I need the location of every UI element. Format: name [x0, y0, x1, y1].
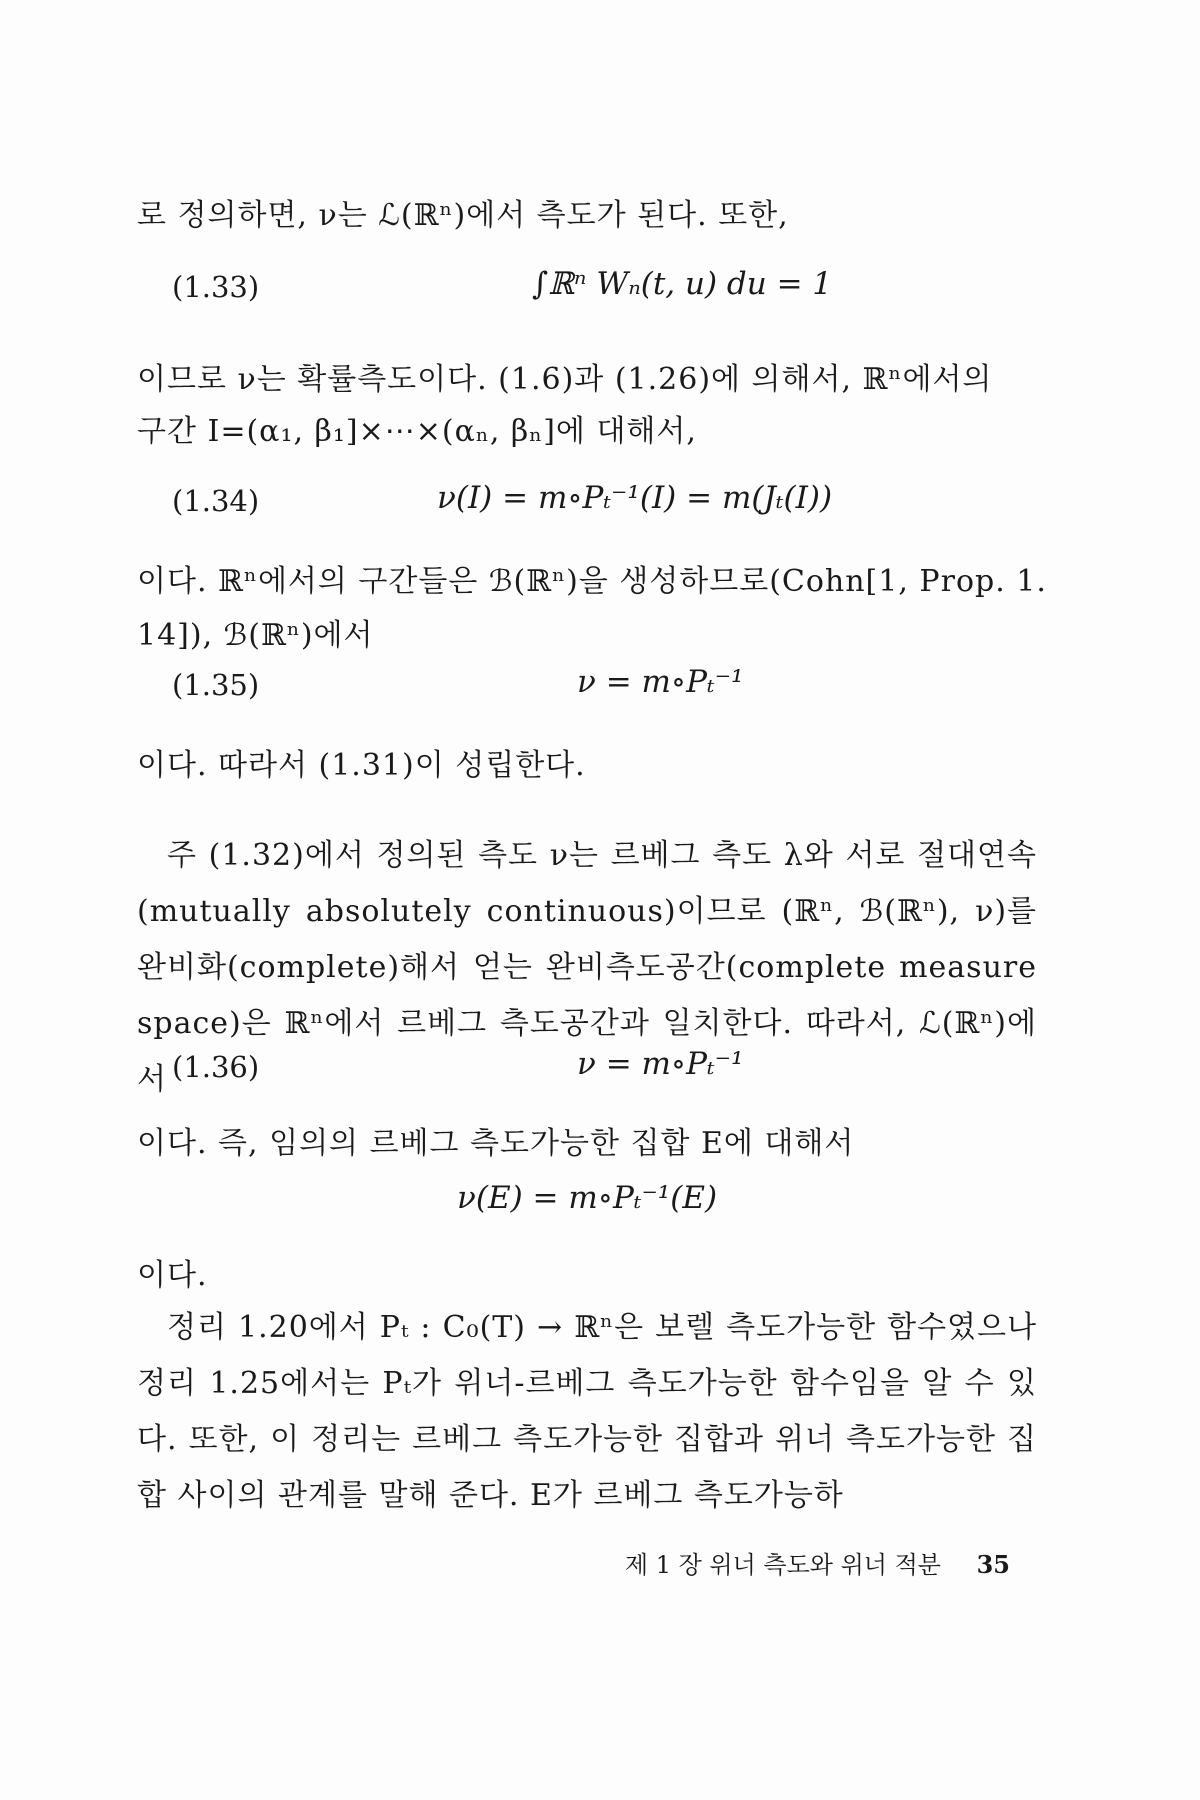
paragraph-interval: 구간 I=(α₁, β₁]×⋯×(αₙ, βₙ]에 대해서, [137, 414, 697, 449]
page-number: 35 [976, 1550, 1010, 1579]
paragraph-lebesgue-set: 이다. 즉, 임의의 르베그 측도가능한 집합 E에 대해서 [137, 1126, 855, 1161]
paragraph-generate: 이다. ℝⁿ에서의 구간들은 ℬ(ℝⁿ)을 생성하므로(Cohn[1, Prop. 1. [137, 564, 1047, 599]
equation-body: ν = m∘Pₜ⁻¹ [577, 664, 744, 700]
page-footer [0, 1545, 1010, 1580]
paragraph-ida: 이다. [137, 1258, 208, 1293]
equation-body: ν(E) = m∘Pₜ⁻¹(E) [457, 1180, 718, 1216]
equation-label: (1.34) [172, 484, 260, 518]
paragraph-borel: 14]), ℬ(ℝⁿ)에서 [137, 618, 374, 653]
paragraph-intro: 로 정의하면, ν는 ℒ(ℝⁿ)에서 측도가 된다. 또한, [137, 198, 789, 233]
paragraph-remark: 주 (1.32)에서 정의된 측도 ν는 르베그 측도 λ와 서로 절대연속(mutually absolutely continuous)이므로 (ℝⁿ, ℬ(ℝⁿ), ν)를 완비화(complete)해서 얻는 완비측도공간(complete measure space)은 ℝⁿ에서 르베그 측도공간과 일치한다. 따라서, ℒ(ℝⁿ)에서 [137, 838, 1037, 1097]
paragraph-probability: 이므로 ν는 확률측도이다. (1.6)과 (1.26)에 의해서, ℝⁿ에서의 [137, 362, 993, 397]
equation-label: (1.33) [172, 270, 260, 304]
paragraph-conclusion: 이다. 따라서 (1.31)이 성립한다. [137, 748, 586, 783]
equation-label: (1.36) [172, 1050, 260, 1084]
equation-body: ∫ℝⁿ Wₙ(t, u) du = 1 [532, 266, 833, 302]
equation-body: ν = m∘Pₜ⁻¹ [577, 1046, 744, 1082]
equation-label: (1.35) [172, 668, 260, 702]
paragraph-theorem: 정리 1.20에서 Pₜ : C₀(T) → ℝⁿ은 보렐 측도가능한 함수였으나 정리 1.25에서는 Pₜ가 위너-르베그 측도가능한 함수임을 알 수 있다. 또한, 이 정리는 르베그 측도가능한 집합과 위너 측도가능한 집합 사이의 관계를 말해 준다. E가 르베그 측도가능하 [137, 1310, 1037, 1513]
equation-body: ν(I) = m∘Pₜ⁻¹(I) = m(Jₜ(I)) [437, 480, 833, 516]
chapter-title: 제 1 장 위너 측도와 위너 적분 [624, 1551, 941, 1579]
